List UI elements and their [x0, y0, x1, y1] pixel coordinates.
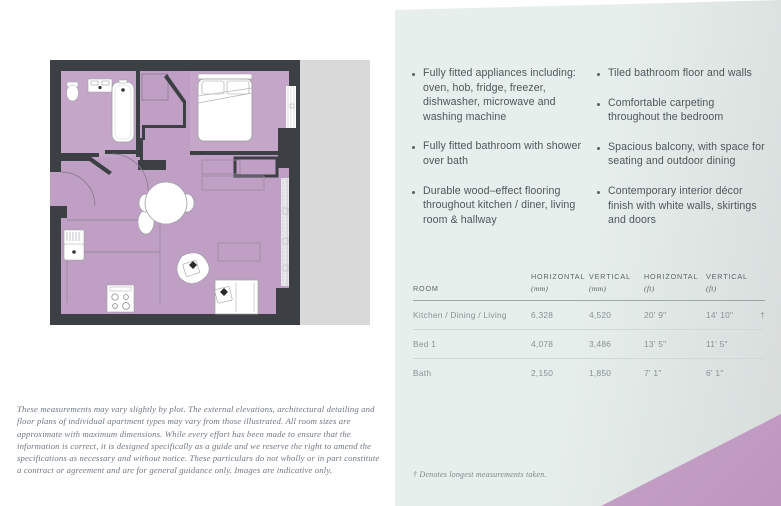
- bullet-icon: [597, 191, 600, 194]
- bullet-icon: [412, 191, 415, 194]
- cell-vertical-ft: 14' 10": [706, 301, 752, 330]
- wash-basin-fixture: [88, 79, 112, 92]
- bullet-icon: [597, 103, 600, 106]
- table-row: [413, 359, 765, 388]
- kitchen-sink-fixture: [64, 230, 84, 260]
- list-item: [412, 66, 583, 124]
- table-row: [413, 330, 765, 359]
- feature-column-left: [412, 66, 583, 243]
- list-item: [412, 139, 583, 168]
- bullet-icon: [597, 147, 600, 150]
- bedroom-wall-right-lower: [278, 128, 289, 168]
- hall-wall-stub: [138, 160, 166, 170]
- specification-panel: [395, 0, 781, 506]
- cell-horizontal-mm: 6,328: [531, 301, 589, 330]
- feature-text: Spacious balcony, with space for seating and outdoor dining: [608, 140, 765, 168]
- cell-horizontal-mm: 2,150: [531, 359, 589, 388]
- bath-tub-fixture: [112, 80, 134, 142]
- table-header-row: [413, 272, 765, 301]
- feature-text: Comfortable carpeting throughout the bedroom: [608, 96, 724, 124]
- list-item: [597, 184, 768, 228]
- cell-horizontal-ft: 13' 5": [644, 330, 706, 359]
- cell-note-dagger: †: [752, 301, 765, 330]
- cell-horizontal-ft: 7' 1": [644, 359, 706, 388]
- bedroom-window: [286, 86, 296, 128]
- cell-room: Bed 1: [413, 330, 531, 359]
- entry-wall-upper: [61, 157, 91, 161]
- cell-horizontal-mm: 4,078: [531, 330, 589, 359]
- disclaimer-text: These measurements may vary slightly by plot. The external elevations, architectural detailing and floor plans of individual apartment types may vary from those illustrated. All room sizes are approximate with maximum dimensions. While every effort has been made to ensure that the information is correct, it is designed specifically as a guide and we reserve the right to amend the specifications as necessary and without notice. These particulars do not wholly or in part constitute a contract or agreement and are for general guidance only. Images are indicative only.: [17, 404, 380, 476]
- cell-vertical-mm: 3,486: [589, 330, 644, 359]
- pillow-right: [227, 81, 249, 94]
- cell-room: Kitchen / Dining / Living: [413, 301, 531, 330]
- cell-vertical-mm: 1,850: [589, 359, 644, 388]
- dining-table-top: [145, 182, 187, 224]
- feature-list: [412, 66, 768, 243]
- cell-vertical-mm: 4,520: [589, 301, 644, 330]
- cell-note-dagger: [752, 359, 765, 388]
- sofa-fixture: [215, 280, 258, 314]
- cell-horizontal-ft: 20' 9": [644, 301, 706, 330]
- hob-fixture: [107, 285, 134, 312]
- bullet-icon: [412, 146, 415, 149]
- feature-text: Tiled bathroom floor and walls: [608, 67, 752, 79]
- list-item: [597, 140, 768, 169]
- bathroom-wall-bottom2: [105, 150, 140, 154]
- pillow-left: [202, 81, 224, 94]
- column-header-note: [752, 272, 765, 301]
- feature-text: Fully fitted appliances including: oven, hob, fridge, freezer, dishwasher, microwave and washing machine: [423, 67, 576, 123]
- cell-vertical-ft: 6' 1": [706, 359, 752, 388]
- cell-room: Bath: [413, 359, 531, 388]
- table-footnote: † Denotes longest measurements taken.: [413, 470, 547, 479]
- feature-text: Contemporary interior décor finish with white walls, skirtings and doors: [608, 184, 757, 227]
- table-row: [413, 301, 765, 330]
- feature-column-right: [597, 66, 768, 243]
- bathroom-wall-right: [136, 71, 140, 157]
- cell-note-dagger: [752, 330, 765, 359]
- balcony-doors: [281, 178, 289, 286]
- bedroom-wall-bottom: [190, 151, 282, 155]
- bullet-icon: [412, 73, 415, 76]
- list-item: [597, 66, 768, 81]
- column-header-horizontal-ft: HORIZONTAL (ft): [644, 272, 699, 293]
- feature-text: Durable wood–effect flooring throughout kitchen / diner, living room & hallway: [423, 184, 576, 226]
- measurements-table: [413, 272, 765, 387]
- double-bed-fixture: [198, 74, 252, 141]
- balcony-area: [288, 60, 370, 325]
- wall-right-bottom: [276, 288, 289, 314]
- bathroom-wall-bottom: [61, 153, 99, 157]
- measurements-table-wrap: [413, 272, 765, 387]
- toilet-fixture: [67, 82, 79, 101]
- column-header-horizontal-mm: HORIZONTAL (mm): [531, 272, 586, 293]
- column-header-room: ROOM: [413, 284, 439, 293]
- bullet-icon: [597, 73, 600, 76]
- column-header-vertical-ft: VERTICAL (ft): [706, 272, 748, 293]
- feature-text: Fully fitted bathroom with shower over bath: [423, 140, 582, 167]
- shower-head-icon: [121, 88, 125, 92]
- list-item: [597, 96, 768, 125]
- floorplan-drawing: [50, 60, 370, 325]
- entry-wall-lower: [61, 206, 67, 218]
- cell-vertical-ft: 11' 5": [706, 330, 752, 359]
- list-item: [412, 184, 583, 228]
- column-header-vertical-mm: VERTICAL (mm): [589, 272, 631, 293]
